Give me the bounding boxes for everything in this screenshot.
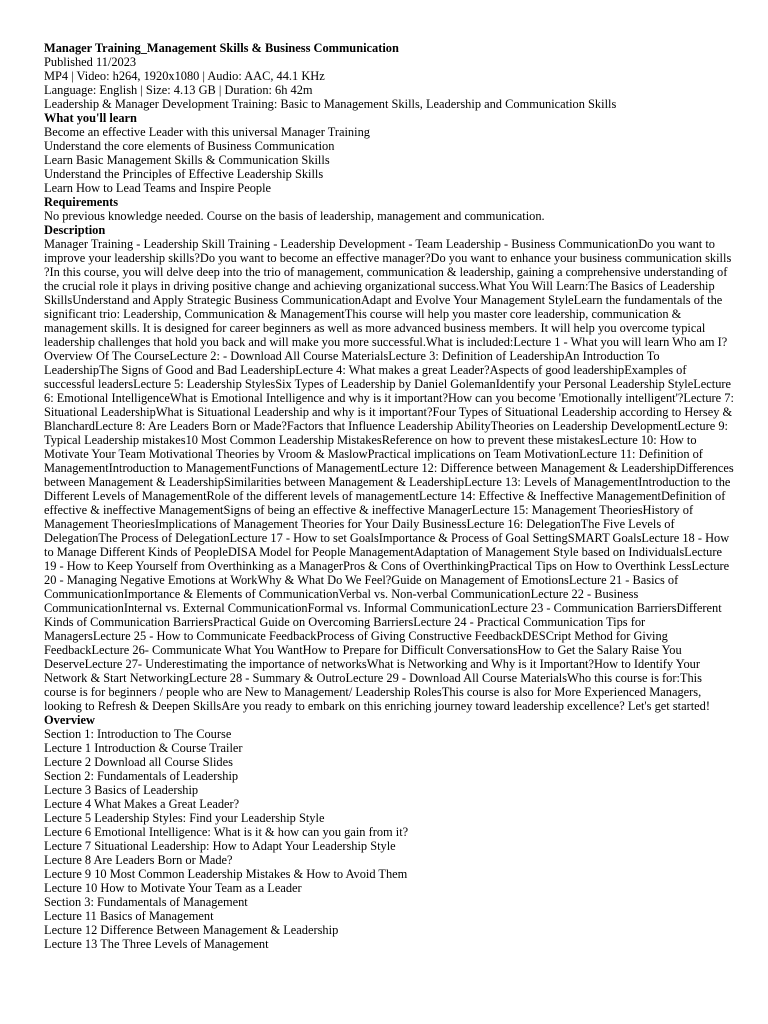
overview-item: Lecture 9 10 Most Common Leadership Mistakes & How to Avoid Them [44, 867, 408, 881]
overview-heading: Overview [44, 713, 95, 727]
learn-item: Become an effective Leader with this universal Manager Training [44, 125, 370, 139]
overview-item: Section 2: Fundamentals of Leadership [44, 769, 239, 783]
overview-item: Lecture 12 Difference Between Management & Leadership [44, 923, 339, 937]
overview-item: Section 3: Fundamentals of Management [44, 895, 248, 909]
learn-item: Learn Basic Management Skills & Communication Skills [44, 153, 330, 167]
overview-item: Section 1: Introduction to The Course [44, 727, 232, 741]
published-date: Published 11/2023 [44, 55, 137, 69]
overview-item: Lecture 4 What Makes a Great Leader? [44, 797, 240, 811]
overview-item: Lecture 3 Basics of Leadership [44, 783, 199, 797]
language-size-duration: Language: English | Size: 4.13 GB | Duration: 6h 42m [44, 83, 313, 97]
document-title: Manager Training_Management Skills & Business Communication [44, 41, 399, 55]
course-subtitle: Leadership & Manager Development Training: Basic to Management Skills, Leadership and Communication Skills [44, 97, 617, 111]
learn-item: Understand the core elements of Business Communication [44, 139, 335, 153]
learn-heading: What you'll learn [44, 111, 137, 125]
overview-item: Lecture 6 Emotional Intelligence: What is it & how can you gain from it? [44, 825, 409, 839]
overview-item: Lecture 11 Basics of Management [44, 909, 214, 923]
overview-item: Lecture 5 Leadership Styles: Find your Leadership Style [44, 811, 325, 825]
description-heading: Description [44, 223, 106, 237]
description-text: Manager Training - Leadership Skill Training - Leadership Development - Team Leadership - Business CommunicationDo you want to improve your leadership skills?Do you want to become an effective manager?Do you want to enhance your business communication skills ?In this course, you will delve deep into the trio of management, communication & leadership, gaining a comprehensive understanding of the crucial role it plays in driving positive change and achieving organizational success.What You Will Learn:The Basics of Leadership SkillsUnderstand and Apply Strategic Business CommunicationAdapt and Evolve Your Management StyleLearn the fundamentals of the significant trio: Leadership, Communication & ManagementThis course will help you master core leadership, communication & management skills. It is designed for career beginners as well as more advanced business members. It will help you overcome typical leadership challenges that hold you back and will make you more successful.What is included:Lecture 1 - What you will learn Who am I?Overview Of The CourseLecture 2: - Download All Course MaterialsLecture 3: Definition of LeadershipAn Introduction To LeadershipThe Signs of Good and Bad LeadershipLecture 4: What makes a great Leader?Aspects of good leadershipExamples of successful leadersLecture 5: Leadership StylesSix Types of Leadership by Daniel GolemanIdentify your Personal Leadership StyleLecture 6: Emotional IntelligenceWhat is Emotional Intelligence and why is it important?How can you become 'Emotionally intelligent'?Lecture 7: Situational LeadershipWhat is Situational Leadership and why is it important?Four Types of Situational Leadership according to Hersey & BlanchardLecture 8: Are Leaders Born or Made?Factors that Influence Leadership AbilityTheories on Leadership DevelopmentLecture 9: Typical Leadership mistakes10 Most Common Leadership MistakesReference on how to prevent these mistakesLecture 10: How to Motivate Your Team Motivational Theories by Vroom & MaslowPractical implications on Team MotivationLecture 11: Definition of ManagementIntroduction to ManagementFunctions of ManagementLecture 12: Difference between Management & LeadershipDifferences between Management & LeadershipSimilarities between Management & LeadershipLecture 13: Levels of ManagementIntroduction to the Different Levels of ManagementRole of the different levels of managementLecture 14: Effective & Ineffective ManagementDefinition of effective & ineffective ManagementSigns of being an effective & ineffective ManagerLecture 15: Management TheoriesHistory of Management TheoriesImplications of Management Theories for Your Daily BusinessLecture 16: DelegationThe Five Levels of DelegationThe Process of DelegationLecture 17 - How to set GoalsImportance & Process of Goal SettingSMART GoalsLecture 18 - How to Manage Different Kinds of PeopleDISA Model for People ManagementAdaptation of Management Style based on IndividualsLecture 19 - How to Keep Yourself from Overthinking as a ManagerPros & Cons of OverthinkingPractical Tips on How to Overthink LessLecture 20 - Managing Negative Emotions at WorkWhy & What Do We Feel?Guide on Management of EmotionsLecture 21 - Basics of CommunicationImportance & Elements of CommunicationVerbal vs. Non-verbal CommunicationLecture 22 - Business CommunicationInternal vs. External CommunicationFormal vs. Informal CommunicationLecture 23 - Communication BarriersDifferent Kinds of Communication BarriersPractical Guide on Overcoming BarriersLecture 24 - Practical Communication Tips for ManagersLecture 25 - How to Communicate FeedbackProcess of Giving Constructive FeedbackDESCript Method for Giving FeedbackLecture 26- Communicate What You WantHow to Prepare for Difficult ConversationsHow to Get the Salary Raise You DeserveLecture 27- Underestimating the importance of networksWhat is Networking and Why is it Important?How to Identify Your Network & Start NetworkingLecture 28 - Summary & OutroLecture 29 - Download All Course MaterialsWho this course is for:This course is for beginners / people who are New to Management/ Leadership RolesThis course is also for More Experienced Managers, looking to Refresh & Deepen SkillsAre you ready to embark on this enriching journey toward leadership excellence? Let's get started! [44, 237, 734, 713]
overview-item: Lecture 1 Introduction & Course Trailer [44, 741, 243, 755]
overview-item: Lecture 13 The Three Levels of Management [44, 937, 269, 951]
learn-item: Learn How to Lead Teams and Inspire People [44, 181, 272, 195]
overview-item: Lecture 2 Download all Course Slides [44, 755, 233, 769]
learn-item: Understand the Principles of Effective Leadership Skills [44, 167, 324, 181]
overview-item: Lecture 10 How to Motivate Your Team as a Leader [44, 881, 302, 895]
document-page [44, 41, 734, 951]
requirements-heading: Requirements [44, 195, 119, 209]
overview-list [44, 727, 734, 951]
media-info: MP4 | Video: h264, 1920x1080 | Audio: AAC, 44.1 KHz [44, 69, 325, 83]
overview-item: Lecture 8 Are Leaders Born or Made? [44, 853, 233, 867]
requirements-text: No previous knowledge needed. Course on the basis of leadership, management and communication. [44, 209, 545, 223]
overview-item: Lecture 7 Situational Leadership: How to Adapt Your Leadership Style [44, 839, 396, 853]
learn-list [44, 125, 734, 195]
